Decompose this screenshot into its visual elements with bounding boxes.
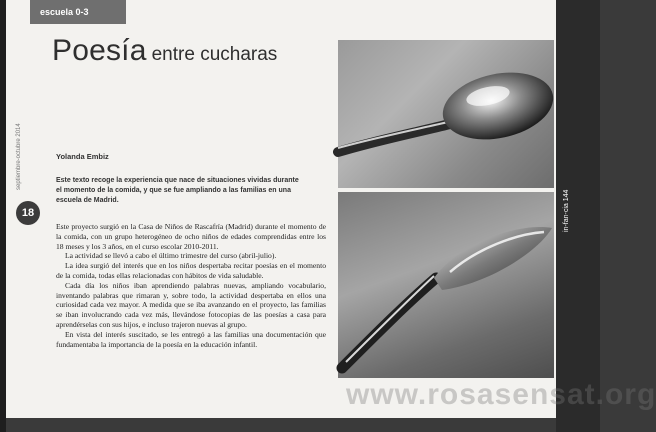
body-paragraph: En vista del interés suscitado, se les entregó a las familias una documentación que fundamentaba la importancia de la poesía en la educación infantil.	[56, 329, 326, 349]
author-name: Yolanda Embiz	[56, 152, 109, 161]
issue-date-vertical: septiembre-octubre 2014	[16, 123, 22, 190]
journal-issue-vertical: in-fan-cia 144	[563, 189, 570, 232]
body-paragraph: La idea surgió del interés que en los niños despertaba recitar poesías en el momento de la comida, todas ellas relacionadas con hábitos de vida saludable.	[56, 261, 326, 280]
title-rest: entre cucharas	[151, 44, 278, 65]
page-number-badge: 18	[16, 201, 40, 225]
article-title	[52, 34, 277, 68]
website-watermark: www.rosasensat.org	[346, 378, 656, 411]
section-tab: escuela 0-3	[30, 0, 126, 24]
article-body	[56, 222, 326, 349]
spoon-illustration-bottom	[338, 192, 554, 378]
spoon-photo-top	[338, 40, 554, 188]
spoon-photo-bottom	[338, 192, 554, 378]
intro-summary: Este texto recoge la experiencia que nace de situaciones vividas durante el momento de la comida, y que se fue ampliando a las familias en una escuela de Madrid.	[56, 177, 299, 204]
title-main: Poesía	[52, 34, 147, 67]
body-paragraph: La actividad se llevó a cabo el último trimestre del curso (abril-julio).	[65, 251, 277, 261]
body-paragraph: Cada día los niños iban aprendiendo palabras nuevas, ampliando vocabulario, inventando palabras que rimaran y, sobre todo, la actividad despertaba en ellos una curiosidad cada vez mayor. A medida que se iba avanzando en el proyecto, las familias se iban involucrando cada vez más, llevándose fotocopias de las poesías a casa para aprendérselas con sus hijos, e incluso trajeron nuevas al grupo.	[56, 280, 326, 329]
body-paragraph: Este proyecto surgió en la Casa de Niños de Rascafría (Madrid) durante el momento de la comida, con un grupo heterogéneo de ocho niños de edades comprendidas entre los 18 meses y los 3 años, en el curso escolar 2010-2011.	[56, 222, 326, 251]
spoon-illustration-top	[338, 40, 554, 188]
